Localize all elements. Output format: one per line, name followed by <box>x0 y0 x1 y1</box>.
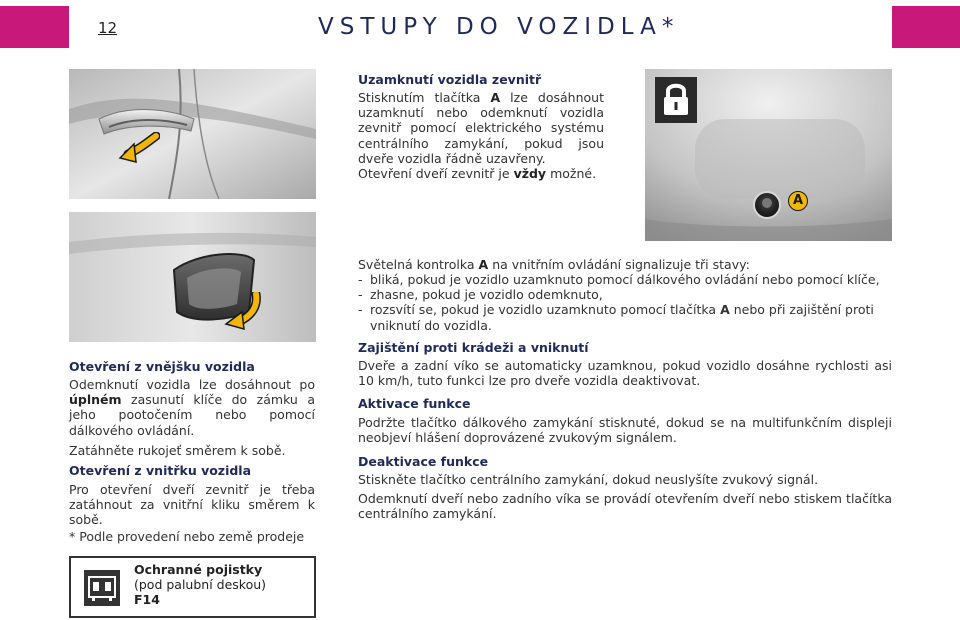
deactivate-text-2: Odemknutí dveří nebo zadního víka se provádí otevřením dveří nebo stiskem tlačítka centrálního zamykání. <box>358 491 892 522</box>
label-a-badge: A <box>788 191 808 211</box>
accent-tab-left <box>0 6 69 48</box>
open-inside-text: Otevření dveří zevnitř je vždy možné. <box>358 166 597 181</box>
section-heading-lock-inside: Uzamknutí vozidla zevnitř <box>358 72 542 87</box>
list-item: - rozsvítí se, pokud je vozidlo uzamknuto pomocí tlačítka A nebo při zajištění proti vniknutí do vozidla. <box>358 302 892 332</box>
page-title: VSTUPY DO VOZIDLA* <box>318 14 680 40</box>
section-heading-deactivate: Deaktivace funkce <box>358 454 489 469</box>
curved-arrow-icon <box>118 132 160 166</box>
pull-handle-text: Zatáhněte rukojeť směrem k sobě. <box>69 443 286 458</box>
curved-arrow-icon <box>222 292 262 330</box>
open-inside-handle-text: Pro otevření dveří zevnitř je třeba zatáhnout za vnitřní kliku směrem k sobě. <box>69 482 315 528</box>
exterior-door-handle-photo <box>69 69 316 199</box>
indicator-states-list <box>358 272 892 333</box>
interior-door-handle-photo <box>69 212 316 342</box>
accent-tab-right <box>892 6 960 48</box>
lock-inside-text: Stisknutím tlačítka A lze dosáhnout uzamknutí nebo odemknutí vozidla zevnitř pomocí elektrického systému centrálního zamykání, pokud jsou dveře vozidla řádně uzavřeny. <box>358 90 604 166</box>
page-number[interactable]: 12 <box>98 19 118 37</box>
padlock-icon <box>655 77 697 123</box>
activate-text: Podržte tlačítko dálkového zamykání stisknuté, dokud se na multifunkčním displeji neobjeví hlášení doprovázené zvukovým signálem. <box>358 415 892 446</box>
section-heading-activate: Aktivace funkce <box>358 396 471 411</box>
section-heading-open-inside: Otevření z vnitřku vozidla <box>69 463 252 478</box>
deactivate-text-1: Stiskněte tlačítko centrálního zamykání, dokud neuslyšíte zvukový signál. <box>358 472 819 487</box>
list-item: - bliká, pokud je vozidlo uzamknuto pomocí dálkového ovládání nebo pomocí klíče, <box>358 272 892 287</box>
fuse-number: F14 <box>134 592 160 607</box>
section-heading-open-outside: Otevření z vnějšku vozidla <box>69 359 255 374</box>
section-heading-theft: Zajištění proti krádeži a vniknutí <box>358 340 589 355</box>
list-item: - zhasne, pokud je vozidlo odemknuto, <box>358 287 892 302</box>
open-outside-text: Odemknutí vozidla lze dosáhnout po úplném zasunutí klíče do zámku a jeho pootočením nebo pomocí dálkového ovládání. <box>69 377 315 438</box>
fuse-box-icon <box>84 570 120 606</box>
fuse-location: (pod palubní deskou) <box>134 577 267 592</box>
indicator-intro-text: Světelná kontrolka A na vnitřním ovládání signalizuje tři stavy: <box>358 257 750 272</box>
fuse-info-text <box>134 562 266 607</box>
fuse-title: Ochranné pojistky <box>134 562 263 577</box>
footnote: * Podle provedení nebo země prodeje <box>69 529 305 544</box>
theft-text: Dveře a zadní víko se automaticky uzamknou, pokud vozidlo dosáhne rychlosti asi 10 km/h, tuto funkci lze pro dveře vozidla deaktivovat. <box>358 358 892 389</box>
